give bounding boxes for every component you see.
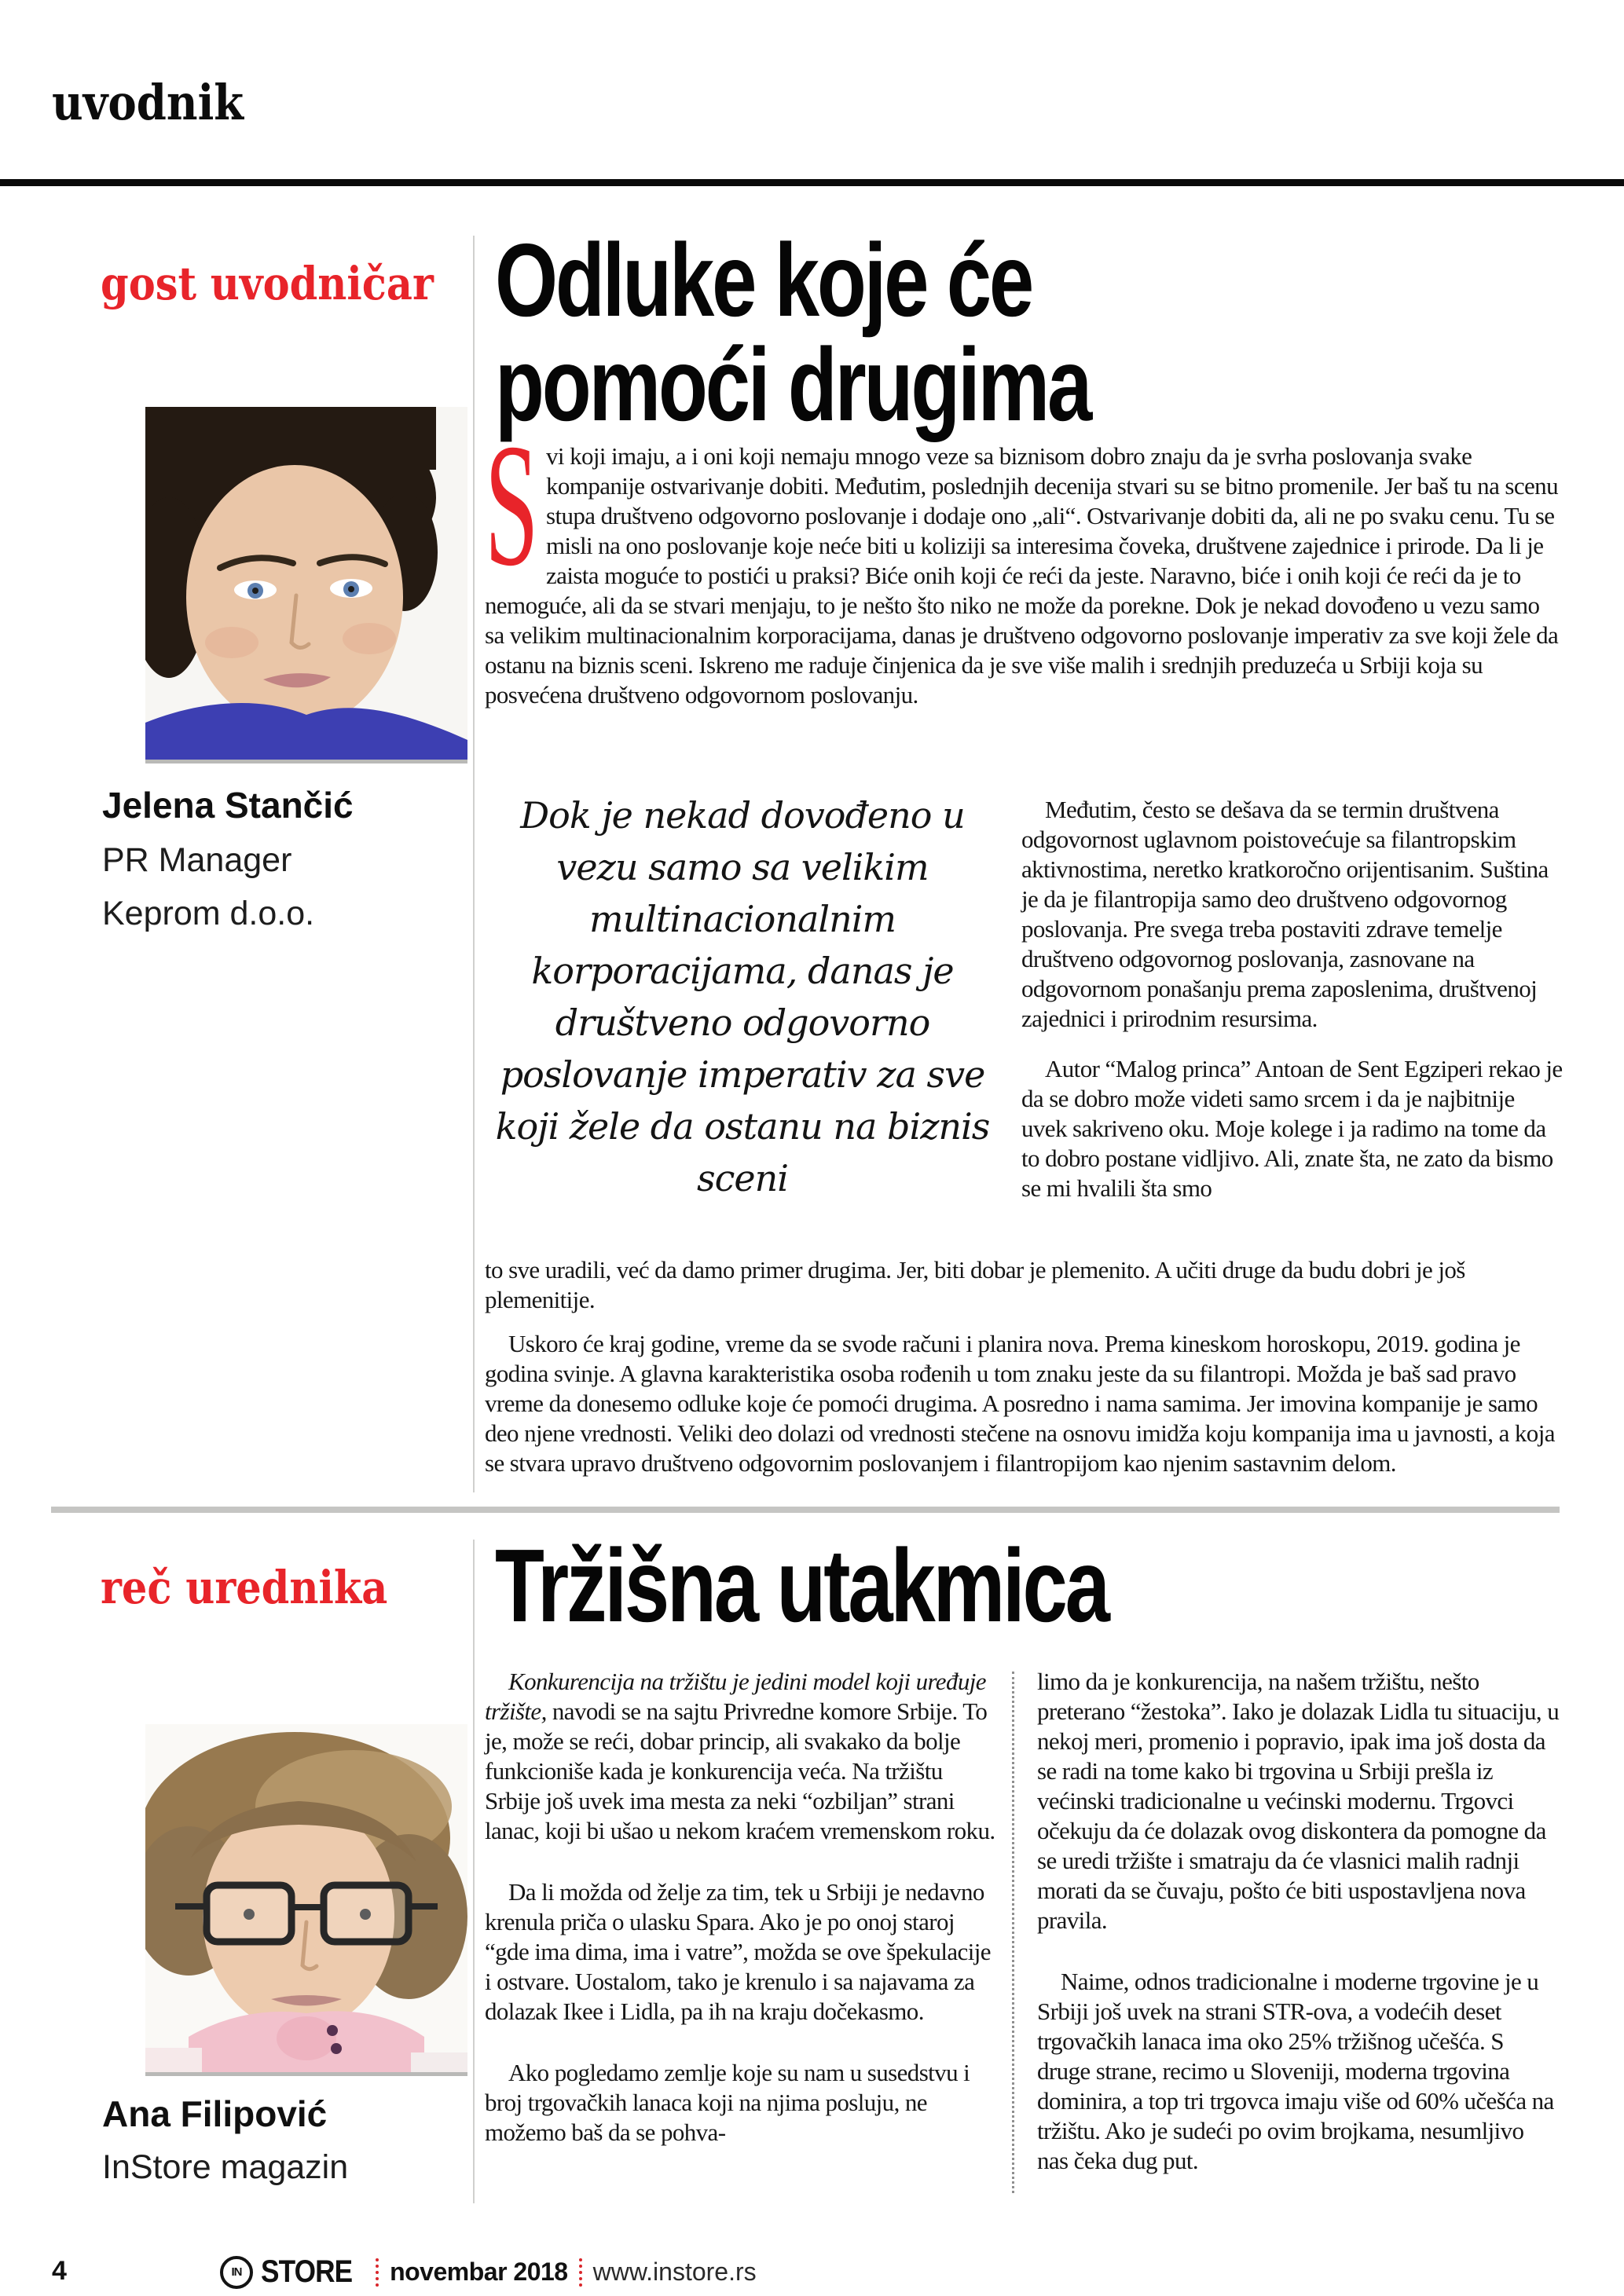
article1-headline [495,222,1258,442]
article1-headline-line1: Odluke koje će [495,222,1032,338]
article2-col1-p1 [485,1667,1002,1846]
article1-right-p1: Međutim, često se dešava da se termin društvena odgovornost uglavnom poistovećuje sa filantropskim aktivnostima, neretko kratkoročno orijentisanim. Suština je da je filantropija samo deo društveno odgovornog poslovanja. Pre svega treba postaviti zdrave temelje društveno odgovornog poslovanja, zasnovane na odgovornom ponašanju prema zaposlenima, društvenoj zajednici i prirodnim resursima. [1021,796,1549,1032]
article2-headline: Tržišna utakmica [495,1528,1108,1643]
article2-column1 [485,1667,1002,2148]
kicker-rec-urednika: reč urednika [101,1561,388,1614]
page-section-title: uvodnik [52,74,244,131]
section-divider [51,1507,1560,1513]
article2-col2-p1: limo da je konkurencija, na našem tržištu, nešto preterano “žestoka”. Iako je dolazak Lidla tu situaciju, u nekoj meri, promenio i popravio, ipak ima još dosta da se radi na tome kako bi trgovina u Srbiji prešla iz većinski tradicionalne u većinski modernu. Trgovci očekuju da će dolazak ovog diskontera da pomogne da se uredi tržište i smatraju da će vlasnici malih radnji morati da se čuvaju, pošto će biti uspostavljena nova pravila. [1037,1668,1560,1934]
instore-circle-logo-icon: IN [220,2256,253,2289]
article1-intro-paragraph [485,408,1563,710]
portrait-illustration [145,407,467,760]
kicker-gost-uvodnicar: gost uvodničar [101,257,434,310]
store-logo-text: STORE [261,2254,353,2289]
article1-continuation: to sve uradili, već da damo primer drugima. Jer, biti dobar je plemenito. A učiti druge da budu dobri je još plemenitije. [485,1256,1465,1313]
author-company: Keprom d.o.o. [102,895,315,932]
author-role: PR Manager [102,841,292,879]
article1-closing: Uskoro će kraj godine, vreme da se svode računi i planira nova. Prema kineskom horoskopu, 2019. godina je godina svinje. A glavna karakteristika osoba rođenih u tom znaku jeste da su filantropi. Možda je baš sad pravo vreme da donesemo odluke koje će pomoći drugima. A posredno i nama samima. Jer imovina kompanije je samo deo njene vrednosti. Veliki deo dolazi od vrednosti stečene na osnovu imidža koju kompanija ima u javnosti, a koja se stvara upravo društveno odgovornim poslovanjem i filantropijom kao njenim sastavnim delom. [485,1330,1555,1477]
red-dotted-separator-icon [579,2258,582,2287]
page-footer [0,2254,1624,2289]
article2-column2 [1037,1667,1560,2176]
article2-col1-p1-rest: navodi se na sajtu Privredne komore Srbije. To je, može se reći, dobar princip, ali svakako da bolje funkcioniše kada je konkurencija veća. Na tržištu Srbije još uvek ima mesta za neki “ozbiljan” strani lanac, koji bi ušao u nekom kraćem vremenskom roku. [485,1697,995,1844]
top-rule [0,179,1624,186]
photo-ana-filipovic [145,1724,467,2076]
column-divider-line-2 [473,1540,475,2203]
article1-right-column [1021,795,1564,1203]
article2-col1-p3: Ako pogledamo zemlje koje su nam u susedstvu i broj trgovačkih lanaca koji na njima posluju, ne možemo baš da se pohva- [485,2059,970,2146]
article2-column-dotted-divider [1012,1672,1014,2193]
website-url: www.instore.rs [592,2258,757,2286]
editor-name: Ana Filipović [102,2093,328,2134]
article1-right-p2: Autor “Malog princa” Antoan de Sent Egziperi rekao je da se dobro može videti samo srcem i da je najbitnije uvek sakriveno oku. Moje kolege i ja radimo na tome da to dobro postane vidljivo. Ali, znate šta, ne zato da bismo se mi hvalili šta smo [1021,1055,1563,1202]
author-name: Jelena Stančić [102,785,354,826]
editor-role: InStore magazin [102,2148,349,2186]
article1-headline-line2: pomoći drugima [495,327,1091,442]
article1-intro-text: vi koji imaju, a i oni koji nemaju mnogo veze sa biznisom dobro znaju da je svrha poslovanja svake kompanije ostvarivanje dobiti. Međutim, poslednjih decenija stvari su se bitno promenile. Jer baš tu na scenu stupa društveno odgovorno poslovanje i dodaje ono „ali“. Ostvarivanje dobiti da, ali ne po svaku cenu. Tu se misli na ono poslovanje koje neće biti u koliziji sa interesima čoveka, društvene zajednice i prirode. Da li je zaista moguće to postići u praksi? Biće onih koji će reći da jeste. Naravno, biće i onih koji će reći da je to nemoguće, ali da se stvari menjaju, to je nešto što niko ne može da porekne. Dok je nekad dovođeno u vezu samo sa velikim multinacionalnim korporacijama, danas je društveno odgovorno poslovanje imperativ za sve koji žele da ostanu na biznis sceni. Iskreno me raduje činjenica da je sve više malih i srednjih preduzeća u Srbiji koja su posvećena društveno odgovornom poslovanju. [485,442,1559,709]
issue-date: novembar 2018 [390,2258,568,2286]
photo-jelena-stancic [145,407,467,764]
footer-brand-group [220,2254,757,2290]
article2-col1-p2: Da li možda od želje za tim, tek u Srbiji je nedavno krenula priča o ulasku Spara. Ako je po onoj staroj “gde ima dima, ima i vatre”, možda se ove špekulacije i ostvare. Uostalom, tako je krenulo i sa najavama za dolazak Ikee i Lidla, pa ih na kraju dočekasmo. [485,1878,991,2025]
pull-quote: Dok je nekad dovođeno u vezu samo sa velikim multinacionalnim korporacijama, danas je društveno odgovorno poslovanje imperativ za sve koji žele da ostanu na biznis sceni [495,794,990,1199]
article2-col2-p2: Naime, odnos tradicionalne i moderne trgovine je u Srbiji još uvek na strani STR-ova, a vodećih deset trgovačkih lanaca ima oko 25% tržišnog učešća. S druge strane, recimo u Sloveniji, moderna trgovina dominira, a top tri trgovca imaju više od 60% učešća na tržištu. Ako je sudeći po ovim brojkama, nesumljivo nas čeka dug put. [1037,1968,1554,2174]
red-dotted-separator-icon [376,2258,379,2287]
page-number: 4 [52,2256,67,2286]
article2-lead-italic: Konkurencija na tržištu je jedini model koji uređuje tržište, [485,1668,986,1725]
portrait-illustration [145,1724,467,2072]
column-divider-line [473,236,475,1492]
drop-cap: S [485,408,539,602]
